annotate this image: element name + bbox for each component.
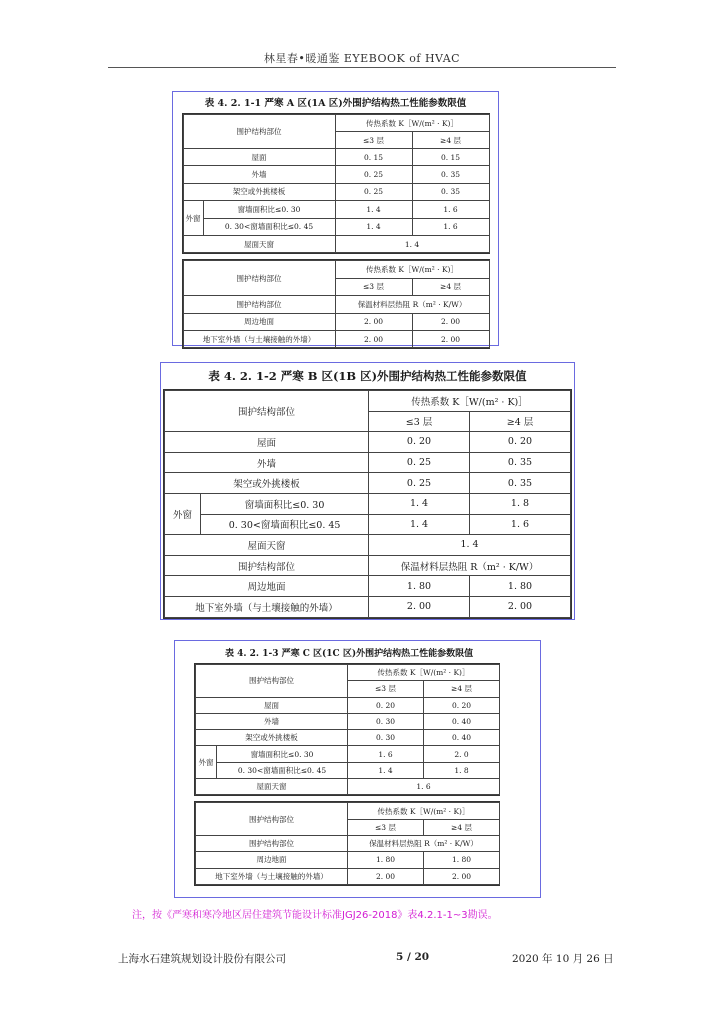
row-value: 1. 4: [335, 235, 489, 252]
col-ge4-header: ≥4 层: [412, 278, 489, 295]
erratum-note: 注，按《严寒和寒冷地区居住建筑节能设计标准JGJ26-2018》表4.2.1-1~3勘误。: [132, 910, 498, 921]
row-ge4: 0. 35: [412, 166, 489, 183]
row-ge4: 2. 0: [424, 746, 500, 762]
row-ge4: 0. 20: [470, 432, 571, 453]
table-row: [183, 313, 489, 330]
col-le3-header: ≤3 层: [369, 411, 470, 432]
col-part-header: 围护结构部位: [183, 115, 335, 149]
table-row: [196, 713, 500, 729]
table-1c-part2: [194, 801, 500, 885]
col-le3-header: ≤3 层: [348, 681, 424, 697]
row-le3: 0. 30: [348, 713, 424, 729]
table-row: [196, 803, 500, 819]
page-header: 林星春•暖通鉴 EYEBOOK of HVAC: [263, 52, 461, 65]
footer-date: 2020 年 10 月 26 日: [512, 953, 614, 965]
row-part: 0. 30<窗墙面积比≤0. 45: [217, 762, 348, 778]
table-row: [183, 166, 489, 183]
row-le3: 1. 80: [369, 576, 470, 597]
table-row: [196, 730, 500, 746]
row-part: 屋面天窗: [165, 535, 369, 556]
row-ge4: 1. 8: [424, 762, 500, 778]
table-row: [165, 596, 571, 617]
table-caption: 表 4. 2. 1-2 严寒 B 区(1B 区)外围护结构热工性能参数限值: [208, 369, 527, 383]
table-row: [183, 330, 489, 347]
col-le3-header: ≤3 层: [335, 278, 412, 295]
footer-company: 上海水石建筑规划设计股份有限公司: [118, 953, 286, 965]
table-row: [183, 261, 489, 278]
window-group-label: 外窗: [196, 746, 217, 779]
table-row: [165, 555, 571, 576]
table-row: [183, 235, 489, 252]
row-part: 窗墙面积比≤0. 30: [203, 201, 335, 218]
table-row: [165, 473, 571, 494]
table-row: [183, 115, 489, 132]
table-row: [165, 493, 571, 514]
table-1a-part1: [182, 113, 490, 254]
row-le3: 2. 00: [335, 330, 412, 347]
row-le3: 0. 25: [369, 452, 470, 473]
table-row: [183, 149, 489, 166]
col-part-header: 围护结构部位: [196, 665, 348, 698]
row-ge4: 0. 35: [470, 452, 571, 473]
footer-page-number: 5 / 20: [396, 951, 430, 963]
table-row: [183, 201, 489, 218]
row-value: 1. 6: [348, 779, 500, 795]
row-le3: 1. 4: [335, 218, 412, 235]
table-1b: [163, 389, 572, 619]
table-row: [196, 852, 500, 868]
col-ge4-header: ≥4 层: [412, 132, 489, 149]
row-le3: 2. 00: [369, 596, 470, 617]
row-le3: 0. 25: [335, 183, 412, 200]
row-ge4: 0. 40: [424, 730, 500, 746]
row-part: 地下室外墙（与土壤接触的外墙）: [165, 596, 369, 617]
row-part: 0. 30<窗墙面积比≤0. 45: [203, 218, 335, 235]
table-row: [165, 391, 571, 412]
col-k-header: 传热系数 K［W/(m² · K)］: [335, 261, 489, 278]
row-le3: 1. 4: [348, 762, 424, 778]
table-row: [196, 746, 500, 762]
table-row: [165, 576, 571, 597]
row-part: 外墙: [165, 452, 369, 473]
table-row: [183, 183, 489, 200]
table-row: [183, 296, 489, 313]
row-part: 地下室外墙（与土壤接触的外墙）: [183, 330, 335, 347]
row-part: 外墙: [196, 713, 348, 729]
row-ge4: 0. 40: [424, 713, 500, 729]
table-row: [196, 835, 500, 851]
window-group-label: 外窗: [165, 493, 201, 534]
col-r-header: 保温材料层热阻 R（m² · K/W）: [369, 555, 571, 576]
table-row: [196, 779, 500, 795]
row-le3: 1. 80: [348, 852, 424, 868]
row-le3: 0. 25: [335, 166, 412, 183]
row-part: 周边地面: [183, 313, 335, 330]
table-row: [183, 218, 489, 235]
row-le3: 2. 00: [335, 313, 412, 330]
col-part-header: 围护结构部位: [165, 555, 369, 576]
table-1c-part1: [194, 663, 500, 796]
row-part: 外墙: [183, 166, 335, 183]
row-le3: 1. 6: [348, 746, 424, 762]
row-ge4: 2. 00: [470, 596, 571, 617]
row-part: 周边地面: [196, 852, 348, 868]
col-k-header: 传热系数 K［W/(m² · K)］: [369, 391, 571, 412]
header-rule: [108, 67, 616, 68]
row-le3: 1. 4: [335, 201, 412, 218]
col-ge4-header: ≥4 层: [424, 819, 500, 835]
table-row: [196, 697, 500, 713]
row-part: 0. 30<窗墙面积比≤0. 45: [201, 514, 369, 535]
table-row: [196, 868, 500, 884]
row-le3: 1. 4: [369, 514, 470, 535]
row-part: 架空或外挑楼板: [183, 183, 335, 200]
row-part: 窗墙面积比≤0. 30: [217, 746, 348, 762]
col-le3-header: ≤3 层: [348, 819, 424, 835]
table-1a-block: [172, 91, 499, 346]
row-ge4: 2. 00: [412, 330, 489, 347]
table-1b-block: [160, 362, 575, 620]
table-caption: 表 4. 2. 1-3 严寒 C 区(1C 区)外围护结构热工性能参数限值: [225, 649, 474, 659]
row-part: 周边地面: [165, 576, 369, 597]
row-ge4: 2. 00: [424, 868, 500, 884]
row-ge4: 1. 80: [470, 576, 571, 597]
table-1c-block: [174, 640, 541, 898]
col-part-header: 围护结构部位: [196, 803, 348, 836]
row-le3: 0. 20: [348, 697, 424, 713]
col-part-header: 围护结构部位: [196, 835, 348, 851]
col-le3-header: ≤3 层: [335, 132, 412, 149]
row-ge4: 0. 35: [470, 473, 571, 494]
row-part: 屋面: [183, 149, 335, 166]
row-part: 地下室外墙（与土壤接触的外墙）: [196, 868, 348, 884]
col-part-header: 围护结构部位: [183, 261, 335, 296]
row-ge4: 0. 20: [424, 697, 500, 713]
row-part: 屋面天窗: [196, 779, 348, 795]
col-k-header: 传热系数 K［W/(m² · K)］: [348, 803, 500, 819]
row-part: 屋面: [196, 697, 348, 713]
row-ge4: 0. 35: [412, 183, 489, 200]
table-1a-part2: [182, 259, 490, 349]
row-le3: 2. 00: [348, 868, 424, 884]
row-ge4: 0. 15: [412, 149, 489, 166]
row-part: 屋面: [165, 432, 369, 453]
row-part: 架空或外挑楼板: [165, 473, 369, 494]
row-le3: 0. 30: [348, 730, 424, 746]
col-k-header: 传热系数 K［W/(m² · K)］: [335, 115, 489, 132]
row-part: 架空或外挑楼板: [196, 730, 348, 746]
row-ge4: 1. 6: [412, 201, 489, 218]
col-part-header: 围护结构部位: [165, 391, 369, 432]
row-value: 1. 4: [369, 535, 571, 556]
table-row: [165, 535, 571, 556]
col-r-header: 保温材料层热阻 R（m² · K/W）: [348, 835, 500, 851]
row-part: 屋面天窗: [183, 235, 335, 252]
row-le3: 0. 15: [335, 149, 412, 166]
col-ge4-header: ≥4 层: [424, 681, 500, 697]
row-ge4: 2. 00: [412, 313, 489, 330]
window-group-label: 外窗: [183, 201, 203, 236]
row-le3: 1. 4: [369, 493, 470, 514]
row-ge4: 1. 6: [470, 514, 571, 535]
col-k-header: 传热系数 K［W/(m² · K)］: [348, 665, 500, 681]
table-row: [196, 665, 500, 681]
col-ge4-header: ≥4 层: [470, 411, 571, 432]
row-ge4: 1. 80: [424, 852, 500, 868]
table-row: [165, 514, 571, 535]
row-ge4: 1. 6: [412, 218, 489, 235]
col-part-header: 围护结构部位: [183, 296, 335, 313]
row-le3: 0. 20: [369, 432, 470, 453]
row-le3: 0. 25: [369, 473, 470, 494]
row-part: 窗墙面积比≤0. 30: [201, 493, 369, 514]
table-caption: 表 4. 2. 1-1 严寒 A 区(1A 区)外围护结构热工性能参数限值: [204, 98, 467, 109]
row-ge4: 1. 8: [470, 493, 571, 514]
table-row: [196, 762, 500, 778]
table-row: [165, 432, 571, 453]
col-r-header: 保温材料层热阻 R（m² · K/W）: [335, 296, 489, 313]
table-row: [165, 452, 571, 473]
